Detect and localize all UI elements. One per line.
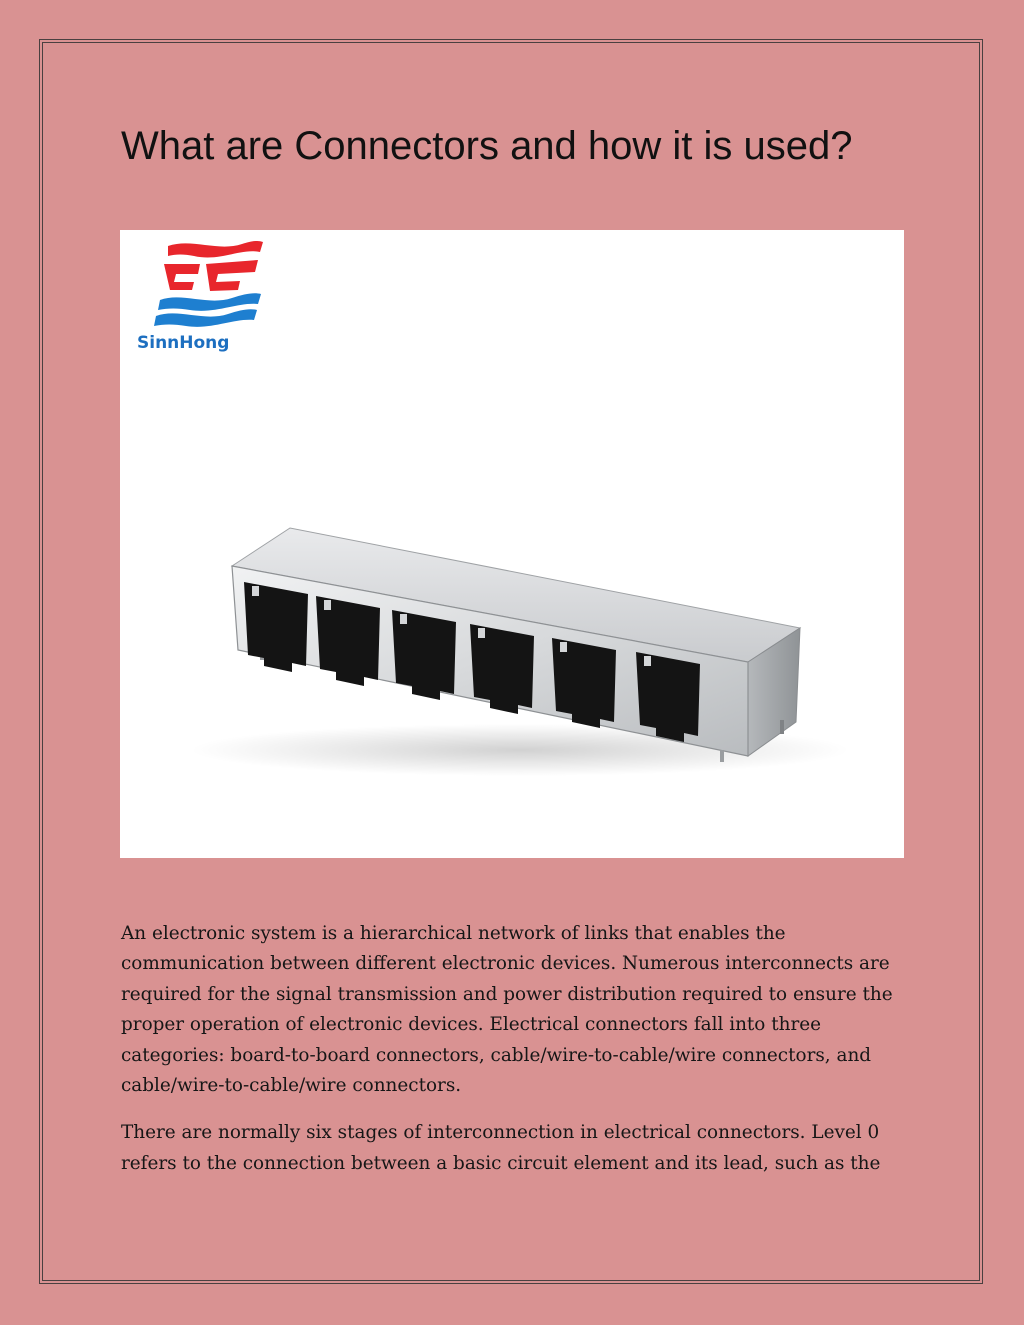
page-title: What are Connectors and how it is used? [121,124,853,168]
paragraph-intro: An electronic system is a hierarchical network of links that enables the communication between different electronic devices. Numerous interconnects are required for the signal transmission and power distribution required to ensure the proper operation of electronic devices. Electrical connectors fall into three categories: board-to-board connectors, cable/wire-to-cable/wire connectors, and cable/wire-to-cable/wire connectors. [121,923,893,1097]
article-body [121,919,911,1196]
paragraph-levels: There are normally six stages of interconnection in electrical connectors. Level 0 refers to the connection between a basic circuit element and its lead, such as the [121,1122,881,1174]
logo-wordmark: SinnHong [137,333,230,353]
sinnhong-logo [137,241,263,353]
product-image [120,230,904,858]
